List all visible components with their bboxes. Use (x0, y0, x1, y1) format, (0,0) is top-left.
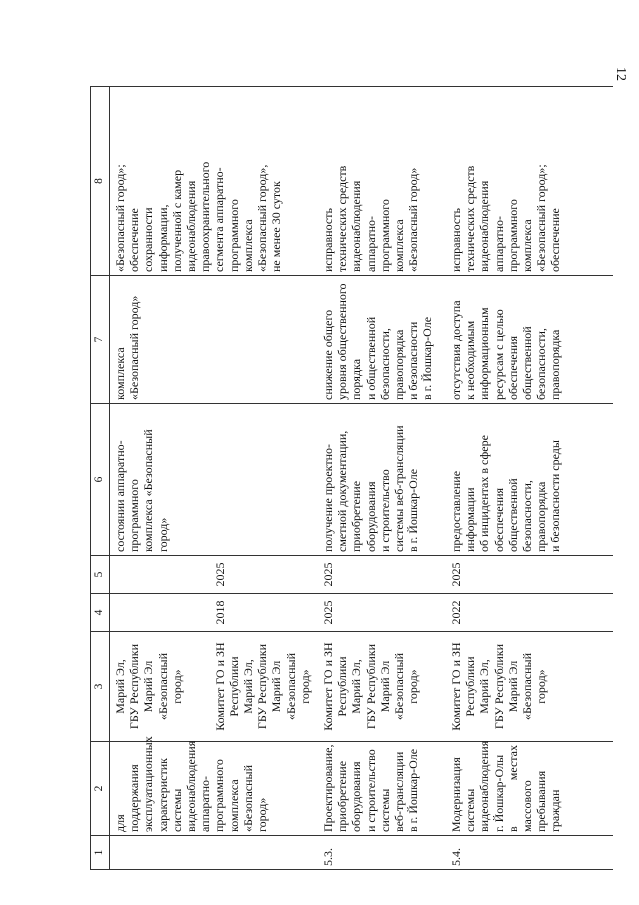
table-row (110, 87, 210, 870)
cell-effect: снижение общего уровня общественного порядка и общественной безопасности, правопорядка и безопасности в г. Йошкар-Оле (315, 276, 443, 404)
cell-end-year: 2025 (315, 556, 443, 594)
table-row (443, 87, 613, 870)
cell-result: состоянии аппаратно- программного комплекса «Безопасный город» (110, 404, 315, 556)
cell-start-year: 2022 (443, 594, 613, 632)
cell-end-year (110, 556, 210, 594)
cell-start-year: 2025 (315, 594, 443, 632)
cell-name: Проектирование, приобретение оборудования и строительство системы веб-трансляции в г. Йошкар-Оле (315, 742, 443, 836)
header-row (91, 87, 110, 870)
cell-num: 5.3. (315, 836, 443, 870)
cell-result: предоставление информации об инцидентах в сфере обеспечения общественной безопасности, правопорядка и безопасности среды (443, 404, 613, 556)
col-header-8: 8 (91, 87, 110, 276)
cell-indicator: исправность технических средств видеонаблюдения аппаратно- программного комплекса «Безопасный город»; обеспечение (443, 87, 613, 276)
col-header-5: 5 (91, 556, 110, 594)
cell-end-year: 2025 (210, 556, 315, 594)
page-number: 12 (613, 67, 628, 81)
cell-name: для поддержания эксплуатационных характеристик системы видеонаблюдения аппаратно- программного комплекса «Безопасный город» (110, 742, 315, 836)
program-table (90, 86, 613, 870)
col-header-2: 2 (91, 742, 110, 836)
cell-executor: Комитет ГО и ЗН Республики Марий Эл, ГБУ Республики Марий Эл «Безопасный город» (315, 632, 443, 742)
cell-executor: Марий Эл, ГБУ Республики Марий Эл «Безопасный город» (110, 632, 210, 742)
table-row (315, 87, 443, 870)
cell-indicator: «Безопасный город»; обеспечение сохранности информации, полученной с камер видеонаблюдения правоохранительного сегмента аппаратно- программного комплекса «Безопасный город», не менее 30 суток (110, 87, 315, 276)
cell-executor: Комитет ГО и ЗН Республики Марий Эл, ГБУ Республики Марий Эл «Безопасный город» (443, 632, 613, 742)
cell-end-year: 2025 (443, 556, 613, 594)
cell-executor: Комитет ГО и ЗН Республики Марий Эл, ГБУ Республики Марий Эл «Безопасный город» (210, 632, 315, 742)
cell-indicator: исправность технических средств видеонаблюдения аппаратно- программного комплекса «Безопасный город» (315, 87, 443, 276)
cell-name: Модернизация системы видеонаблюдения г. Йошкар-Олы в местах массового пребывания граждан (443, 742, 613, 836)
col-header-6: 6 (91, 404, 110, 556)
col-header-4: 4 (91, 594, 110, 632)
cell-num: 5.4. (443, 836, 613, 870)
cell-result: получение проектно- сметной документации, приобретение оборудования и строительство системы веб-трансляции в г. Йошкар-Оле (315, 404, 443, 556)
col-header-3: 3 (91, 632, 110, 742)
cell-start-year: 2018 (210, 594, 315, 632)
cell-num (110, 836, 315, 870)
col-header-7: 7 (91, 276, 110, 404)
col-header-1: 1 (91, 836, 110, 870)
cell-start-year (110, 594, 210, 632)
rotated-table-page (90, 87, 607, 870)
cell-effect: отсутствия доступа к необходимым информационным ресурсам с целью обеспечения общественной безопасности, правопорядка (443, 276, 613, 404)
cell-effect: комплекса «Безопасный город» (110, 276, 315, 404)
